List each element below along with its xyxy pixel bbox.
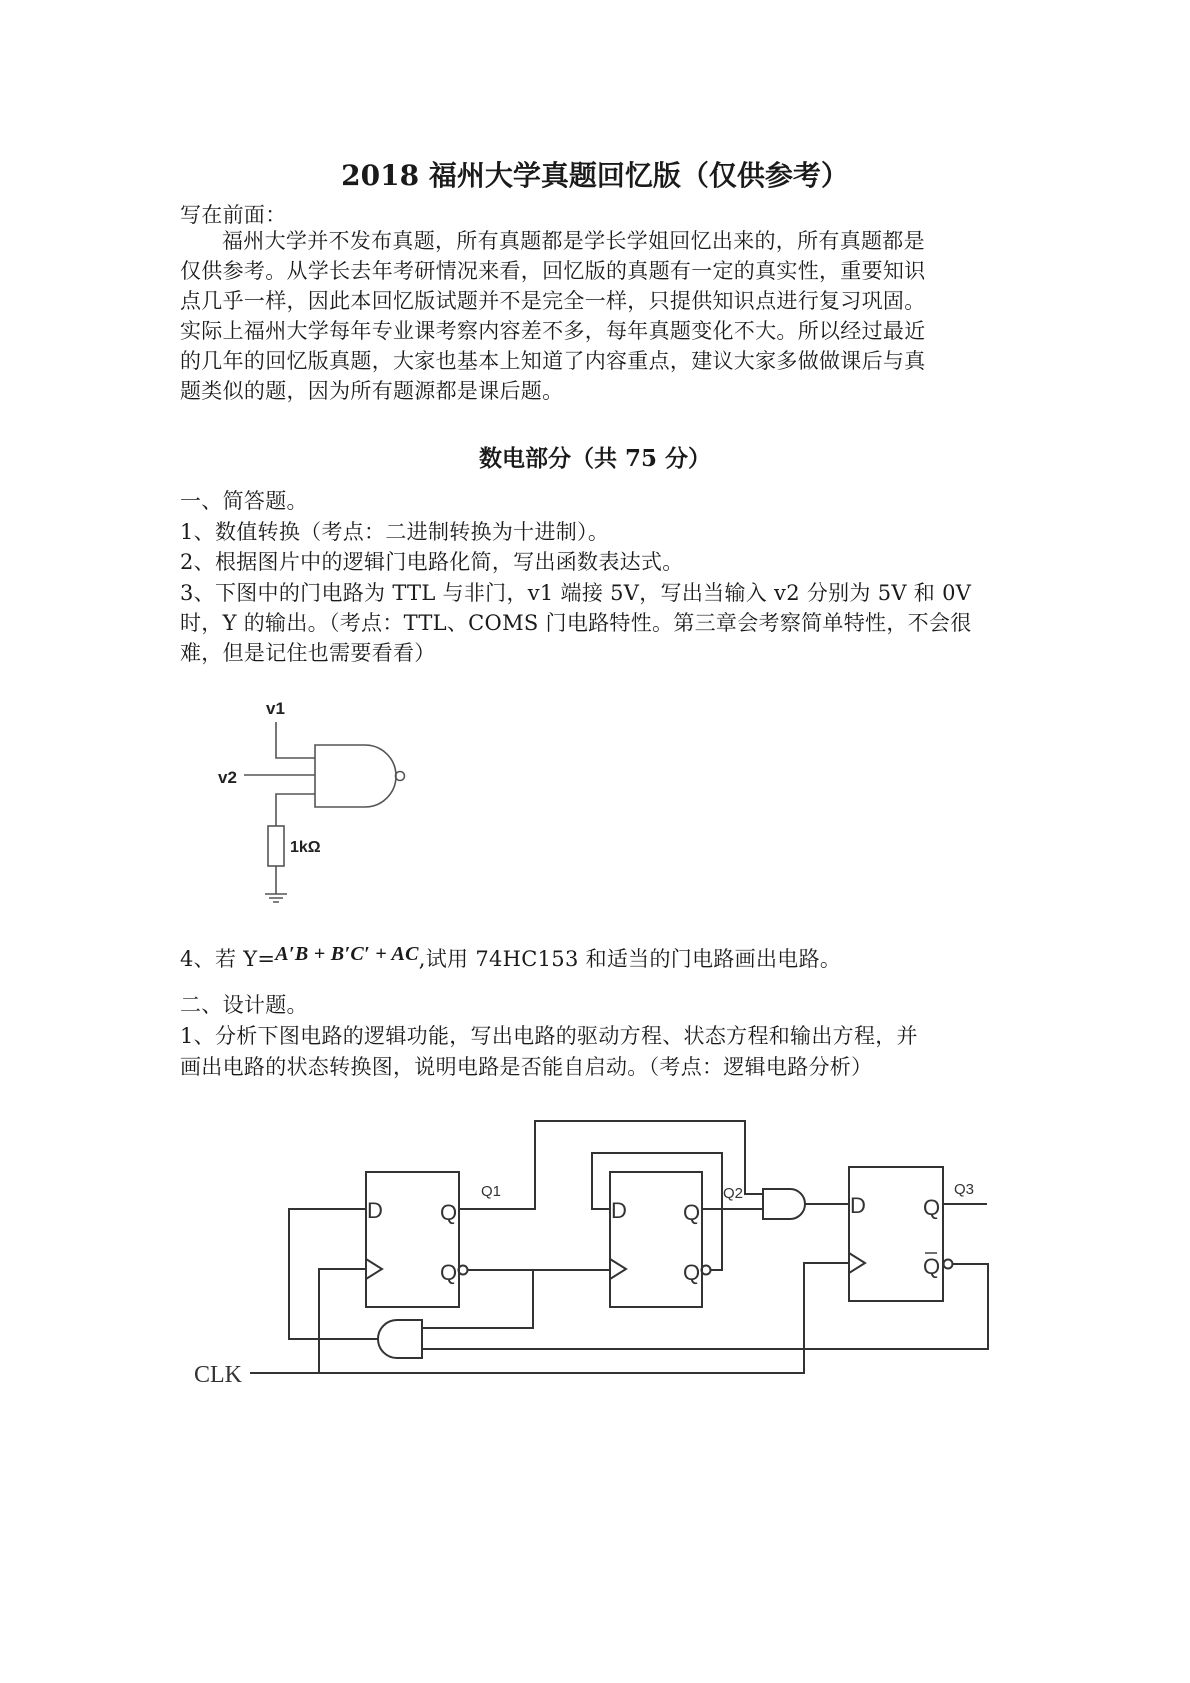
flip-flop-1 bbox=[366, 1172, 459, 1307]
q3-label: Q3 bbox=[954, 1181, 975, 1198]
flip-flop-2 bbox=[610, 1172, 702, 1307]
preface-heading: 写在前面： bbox=[180, 203, 287, 227]
and1-bottom-input-wire bbox=[422, 1264, 988, 1349]
question-4-suffix: ,试用 74HC153 和适当的门电路画出电路。 bbox=[418, 947, 842, 971]
ff1-q-label: Q bbox=[440, 1200, 458, 1225]
part2-heading: 二、设计题。 bbox=[180, 993, 308, 1017]
ff3-q-label: Q bbox=[923, 1195, 941, 1220]
question-1: 1、数值转换（考点：二进制转换为十进制）。 bbox=[180, 520, 610, 544]
question-3-line: 3、下图中的门电路为 TTL 与非门，v1 端接 5V，写出当输入 v2 分别为 5V 和 0V bbox=[180, 581, 972, 605]
clk-label: CLK bbox=[194, 1362, 242, 1388]
q1-label: Q1 bbox=[481, 1183, 502, 1200]
question-3-line: 难，但是记住也需要看看） bbox=[180, 641, 436, 665]
ff3-d-label: D bbox=[850, 1193, 866, 1218]
sequential-circuit-figure bbox=[180, 1100, 1010, 1400]
v2-label: v2 bbox=[218, 768, 237, 787]
question-4 bbox=[180, 944, 841, 976]
question-3-line: 时，Y 的输出。（考点：TTL、COMS 门电路特性。第三章会考察简单特性，不会很 bbox=[180, 611, 972, 635]
flip-flop-3 bbox=[849, 1167, 943, 1301]
nand-body bbox=[315, 745, 396, 807]
ff1-clk-wire bbox=[319, 1269, 366, 1373]
ff1-qbar-label: Q bbox=[440, 1260, 458, 1285]
preface-line: 仅供参考。从学长去年考研情况来看，回忆版的真题有一定的真实性，重要知识 bbox=[180, 259, 926, 283]
q1bar-to-and-wire bbox=[422, 1270, 533, 1328]
v1-wire bbox=[276, 722, 315, 758]
nand-gate-figure bbox=[200, 690, 440, 915]
ff3-clock-triangle bbox=[849, 1253, 865, 1273]
ff3-qbar-bubble bbox=[944, 1260, 953, 1269]
and-gate-2 bbox=[763, 1189, 805, 1219]
and-gate-1 bbox=[378, 1320, 422, 1358]
v3-wire bbox=[276, 794, 315, 826]
design-question-1-line: 1、分析下图电路的逻辑功能，写出电路的驱动方程、状态方程和输出方程，并 bbox=[180, 1024, 918, 1048]
clk-line bbox=[250, 1263, 849, 1373]
ff1-d-feedback-wire bbox=[289, 1209, 378, 1339]
ff1-clock-triangle bbox=[366, 1259, 382, 1279]
section-title: 数电部分（共 75 分） bbox=[478, 445, 712, 472]
resistor-label: 1kΩ bbox=[290, 839, 321, 856]
design-question-1-line: 画出电路的状态转换图，说明电路是否能自启动。（考点：逻辑电路分析） bbox=[180, 1055, 873, 1079]
question-4-prefix: 4、若 Y= bbox=[180, 947, 276, 971]
preface-line: 的几年的回忆版真题，大家也基本上知道了内容重点，建议大家多做做课后与真 bbox=[180, 349, 926, 373]
preface-line: 点几乎一样，因此本回忆版试题并不是完全一样，只提供知识点进行复习巩固。 bbox=[180, 289, 926, 313]
ff1-d-label: D bbox=[367, 1198, 383, 1223]
ground-icon bbox=[265, 894, 287, 902]
question-2: 2、根据图片中的逻辑门电路化简，写出函数表达式。 bbox=[180, 550, 684, 574]
ff2-d-label: D bbox=[611, 1198, 627, 1223]
question-4-formula: A′B + B′C′ + AC bbox=[275, 943, 419, 965]
ff2-qbar-label: Q bbox=[683, 1260, 701, 1285]
document-title: 2018 福州大学真题回忆版（仅供参考） bbox=[341, 159, 849, 192]
resistor bbox=[268, 826, 284, 866]
v1-label: v1 bbox=[266, 699, 285, 718]
part1-heading: 一、简答题。 bbox=[180, 489, 308, 513]
preface-line: 实际上福州大学每年专业课考察内容差不多，每年真题变化不大。所以经过最近 bbox=[180, 319, 926, 343]
preface-line: 福州大学并不发布真题，所有真题都是学长学姐回忆出来的，所有真题都是 bbox=[222, 229, 925, 253]
ff2-clock-triangle bbox=[610, 1259, 626, 1279]
ff3-qbar-label: Q bbox=[923, 1254, 941, 1279]
nand-bubble bbox=[396, 772, 405, 781]
preface-line: 题类似的题，因为所有题源都是课后题。 bbox=[180, 379, 564, 403]
q2-label: Q2 bbox=[723, 1185, 744, 1202]
ff2-q-label: Q bbox=[683, 1200, 701, 1225]
